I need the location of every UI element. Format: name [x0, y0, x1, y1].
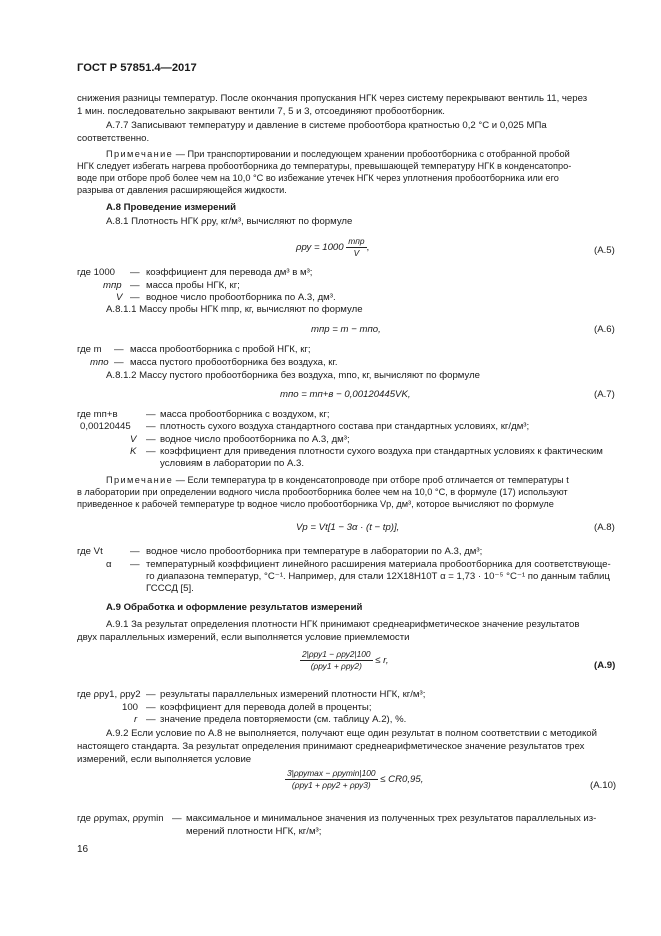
where-sym: где mп+в	[77, 409, 118, 420]
formula-number: (А.10)	[590, 780, 617, 791]
where-text: коэффициент для перевода дм³ в м³;	[146, 267, 313, 278]
where-sym: K	[130, 446, 137, 457]
where-text: масса пробы НГК, кг;	[146, 280, 240, 291]
page-number: 16	[77, 844, 89, 855]
where-dash: —	[130, 546, 140, 557]
note-1-line: разрыва от давления расширяющейся жидкости.	[77, 185, 287, 195]
paragraph-line: соответственно.	[77, 133, 150, 144]
where-text: масса пробоотборника с пробой НГК, кг;	[130, 344, 311, 355]
formula-number: (А.5)	[594, 245, 615, 256]
paragraph-line: снижения разницы температур. После окончания пропускания НГК через систему перекрывают вентиль 11, через	[77, 93, 588, 104]
formula-number: (А.6)	[594, 324, 615, 335]
paragraph-line: настоящего стандарта. За результат определения принимают среднеарифметическое значение результатов трех	[77, 741, 585, 752]
formula-a10: $\frac{\text{3|ρруmax − ρруmin|100}}{\text{(ρру1 + ρру2 + ρру3)}}$ ≤ CR0,95,	[287, 768, 424, 790]
where-sym: V	[116, 292, 123, 303]
where-text: водное число пробоотборника при температуре в лаборатории по А.3, дм³;	[146, 546, 483, 557]
where-text: го диапазона температур, °С⁻¹. Например, для стали 12Х18Н10Т α = 1,73 · 10⁻⁵ °С⁻¹ по данным таблиц	[146, 571, 610, 582]
paragraph-a812: А.8.1.2 Массу пустого пробоотборника без воздуха, mпо, кг, вычисляют по формуле	[106, 370, 481, 381]
where-dash: —	[146, 421, 156, 432]
note-2-line: приведенное к рабочей температуре tр водное число пробоотборника Vр, дм³, которое вычисляют по формуле	[77, 499, 554, 509]
where-sym: mпо	[90, 357, 109, 368]
formula-a8: Vр = Vt[1 − 3α · (t − tр)],	[296, 522, 400, 533]
where-text: результаты параллельных измерений плотности НГК, кг/м³;	[160, 689, 426, 700]
formula-a9: $\frac{\text{2|ρру1 − ρру2|100}}{\text{(ρру1 + ρру2)}}$ ≤ r,	[302, 649, 389, 671]
formula-a7: mпо = mп+в − 0,00120445VK,	[280, 389, 411, 400]
where-sym: где ρруmax, ρруmin	[77, 813, 164, 824]
where-text: масса пробоотборника с воздухом, кг;	[160, 409, 330, 420]
formula-number: (А.9)	[594, 660, 616, 671]
where-sym: где 1000	[77, 267, 116, 278]
where-sym: 0,00120445	[80, 421, 131, 432]
formula-a5: ρру = 1000 $\frac{\text{mпр}}{V}$ ,	[296, 236, 370, 258]
section-heading-a9: А.9 Обработка и оформление результатов измерений	[106, 602, 363, 613]
document-header: ГОСТ Р 57851.4—2017	[77, 62, 197, 74]
note-label: Примечание	[106, 149, 174, 159]
where-dash: —	[146, 409, 156, 420]
where-dash: —	[130, 559, 140, 570]
paragraph-line: измерений, если выполняется условие	[77, 754, 252, 765]
where-text: коэффициент для приведения плотности сухого воздуха при стандартных условиях к фактическим	[160, 446, 603, 457]
where-dash: —	[146, 434, 156, 445]
note-label: Примечание	[106, 475, 174, 485]
paragraph-line: 1 мин. последовательно закрывают вентили 7, 5 и 3, отсоединяют пробоотборник.	[77, 106, 445, 117]
where-sym: V	[130, 434, 137, 445]
where-text: плотность сухого воздуха стандартного состава при стандартных условиях, кг/дм³;	[160, 421, 530, 432]
paragraph-line: двух параллельных измерений, если выполняется условие приемлемости	[77, 632, 410, 643]
paragraph-a81: А.8.1 Плотность НГК ρру, кг/м³, вычисляют по формуле	[106, 216, 353, 227]
note-1-line: воде при отборе проб более чем на 10,0 °С во избежание утечек НГК через уплотнения пробоотборника или его	[77, 173, 559, 183]
formula-a6: mпр = m − mпо,	[311, 324, 381, 335]
where-text: водное число пробоотборника по А.3, дм³;	[160, 434, 350, 445]
where-sym: r	[134, 714, 138, 725]
formula-number: (А.8)	[594, 522, 615, 533]
where-sym: α	[106, 559, 112, 570]
note-2-line: Примечание — Если температура tр в конденсатопроводе при отборе проб отличается от температуры t	[106, 475, 569, 485]
formula-number: (А.7)	[594, 389, 615, 400]
note-1-line: Примечание — При транспортировании и последующем хранении пробоотборника с отобранной пробой	[106, 149, 570, 159]
where-text: значение предела повторяемости (см. таблицу А.2), %.	[160, 714, 407, 725]
where-dash: —	[146, 702, 156, 713]
where-sym: где ρру1, ρру2	[77, 689, 141, 700]
paragraph-a77: А.7.7 Записывают температуру и давление в системе пробоотбора кратностью 0,2 °С и 0,025 МПа	[106, 120, 547, 131]
where-dash: —	[130, 267, 140, 278]
where-sym: где m	[77, 344, 102, 355]
where-text: коэффициент для перевода долей в проценты;	[160, 702, 372, 713]
paragraph-a811: А.8.1.1 Массу пробы НГК mпр, кг, вычисляют по формуле	[106, 304, 363, 315]
where-text: максимальное и минимальное значения из полученных трех результатов параллельных из-	[186, 813, 597, 824]
paragraph-a92: А.9.2 Если условие по А.8 не выполняется, получают еще один результат в полном соответствии с методикой	[106, 728, 598, 739]
where-text: мерений плотности НГК, кг/м³;	[186, 826, 322, 837]
where-dash: —	[146, 714, 156, 725]
where-sym: 100	[122, 702, 139, 713]
where-dash: —	[130, 280, 140, 291]
where-sym: где Vt	[77, 546, 103, 557]
where-text: температурный коэффициент линейного расширения материала пробоотборника для соответствующе-	[146, 559, 611, 570]
where-dash: —	[146, 689, 156, 700]
where-sym: mпр	[103, 280, 122, 291]
where-dash: —	[172, 813, 182, 824]
where-dash: —	[146, 446, 156, 457]
note-2-line: в лаборатории при определении водного числа пробоотборника более чем на 10,0 °С, в формуле (17) используют	[77, 487, 568, 497]
where-dash: —	[114, 344, 124, 355]
where-text: водное число пробоотборника по А.3, дм³.	[146, 292, 336, 303]
where-text: условиям в лаборатории по А.3.	[160, 458, 305, 469]
where-text: масса пустого пробоотборника без воздуха, кг.	[130, 357, 338, 368]
section-heading-a8: А.8 Проведение измерений	[106, 202, 237, 213]
where-dash: —	[114, 357, 124, 368]
where-dash: —	[130, 292, 140, 303]
note-1-line: НГК следует избегать нагрева пробоотборника до температуры, превышающей температуру НГК в конденсатопро-	[77, 161, 572, 171]
where-text: ГСССД [5].	[146, 583, 194, 594]
paragraph-a91: А.9.1 За результат определения плотности НГК принимают среднеарифметическое значение результатов	[106, 619, 580, 630]
